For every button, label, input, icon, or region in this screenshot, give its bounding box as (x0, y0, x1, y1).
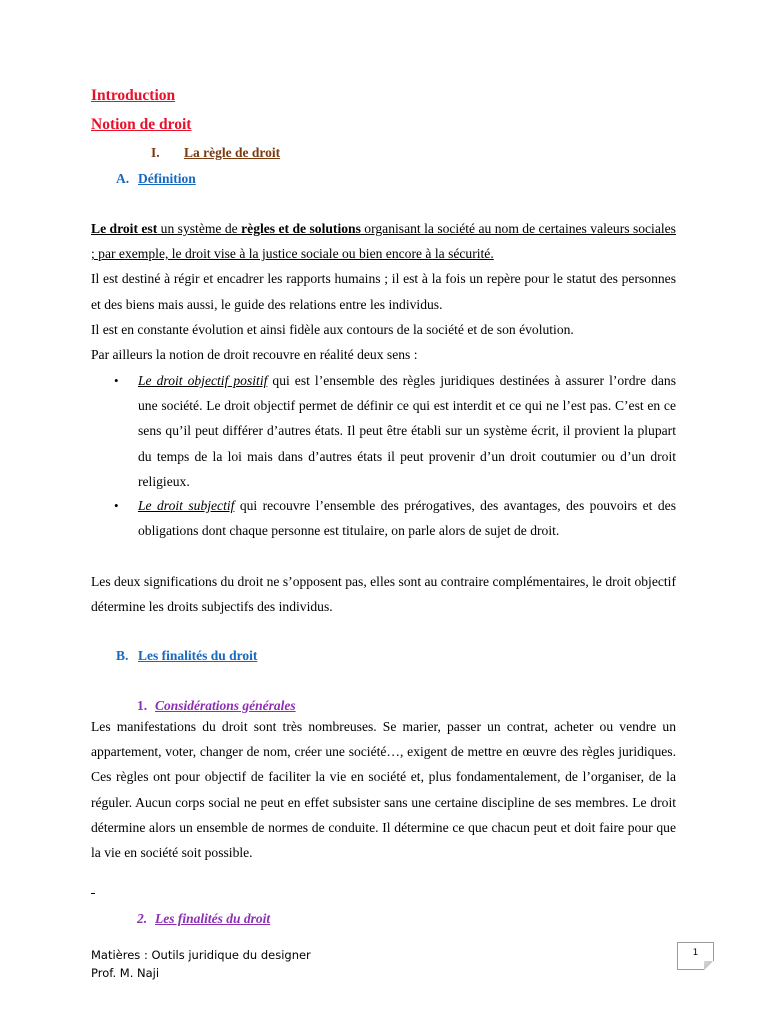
list-item (138, 493, 676, 543)
definition-paragraph (91, 216, 676, 367)
bold-term: Le droit est (91, 221, 158, 236)
heading-number: B. (116, 648, 129, 663)
footer-professor: Prof. M. Naji (91, 966, 160, 980)
heading-number: 2. (137, 911, 148, 926)
heading-regle-de-droit (151, 145, 280, 161)
bullet-icon: • (114, 373, 119, 388)
paragraph-text: Par ailleurs la notion de droit recouvre en réalité deux sens : (91, 347, 418, 363)
heading-number: I. (151, 145, 160, 160)
paragraph-text: Il est destiné à régir et encadrer les rapports humains ; il est à la fois un repère pour le statut des personnes et des biens mais aussi, le guide des relations entre les individus. (91, 271, 676, 312)
heading-definition (116, 171, 196, 187)
page-number-box (677, 942, 714, 970)
considerations-paragraph: Les manifestations du droit sont très nombreuses. Se marier, passer un contrat, acheter ou vendre un appartement, voter, changer de nom, créer une société…, exigent de mettre en œuvre des règles juridiques. Ces règles ont pour objectif de faciliter la vie en société et, plus fondamentalement, de l’organiser, de la réguler. Aucun corps social ne peut en effet subsister sans une certaine discipline de ses membres. Le droit détermine alors un ensemble de normes de conduite. Il détermine ce que chacun peut et doit faire pour que la vie en société soit possible. (91, 719, 676, 861)
page-number: 1 (692, 948, 699, 958)
bullet-icon: • (114, 498, 119, 513)
heading-considerations (137, 698, 296, 714)
page-fold-icon (704, 961, 714, 970)
heading-text: Définition (138, 171, 196, 186)
heading-text: La règle de droit (184, 145, 281, 160)
text-run: organisant la société au nom de certaines valeurs sociales ; par exemple, le droit vise à la justice sociale ou bien encore à la sécurité. (91, 221, 676, 262)
bullet-text: qui est l’ensemble des règles juridiques destinées à assurer l’ordre dans une société. Le droit objectif permet de définir ce qui est interdit et ce qui ne l’est pas. C’est en ce sens qu’il peut différer d’autres états. Il peut être établi sur un système écrit, il provient la plupart du temps de la loi mais dans d’autres états il peut provenir d’un droit coutumier ou d’un droit religieux. (138, 373, 676, 489)
heading-text: Considérations générales (155, 698, 296, 713)
heading-text: Les finalités du droit (155, 911, 271, 926)
heading-notion-de-droit: Notion de droit (91, 116, 192, 133)
heading-finalites (116, 648, 257, 664)
bullet-text: qui recouvre l’ensemble des prérogatives, des avantages, des pouvoirs et des obligations dont chaque personne est titulaire, on parle alors de sujet de droit. (138, 498, 676, 539)
list-item (138, 368, 676, 494)
heading-number: 1. (137, 698, 148, 713)
bullet-term: Le droit subjectif (138, 498, 235, 513)
heading-number: A. (116, 171, 130, 186)
bullet-term: Le droit objectif positif (138, 373, 268, 388)
conclusion-paragraph: Les deux significations du droit ne s’opposent pas, elles sont au contraire complémentaires, le droit objectif détermine les droits subjectifs des individus. (91, 574, 676, 615)
heading-text: Les finalités du droit (138, 648, 258, 663)
heading-introduction: Introduction (91, 87, 176, 104)
text-run: un système de (157, 221, 242, 236)
heading-finalites-du-droit (137, 911, 270, 927)
bold-term: règles et de solutions (241, 221, 361, 236)
definition-sentence (91, 221, 676, 261)
stray-underline-mark (91, 893, 95, 894)
footer-subject: Matières : Outils juridique du designer (91, 948, 311, 962)
paragraph-text: Il est en constante évolution et ainsi fidèle aux contours de la société et de son évolution. (91, 321, 574, 337)
